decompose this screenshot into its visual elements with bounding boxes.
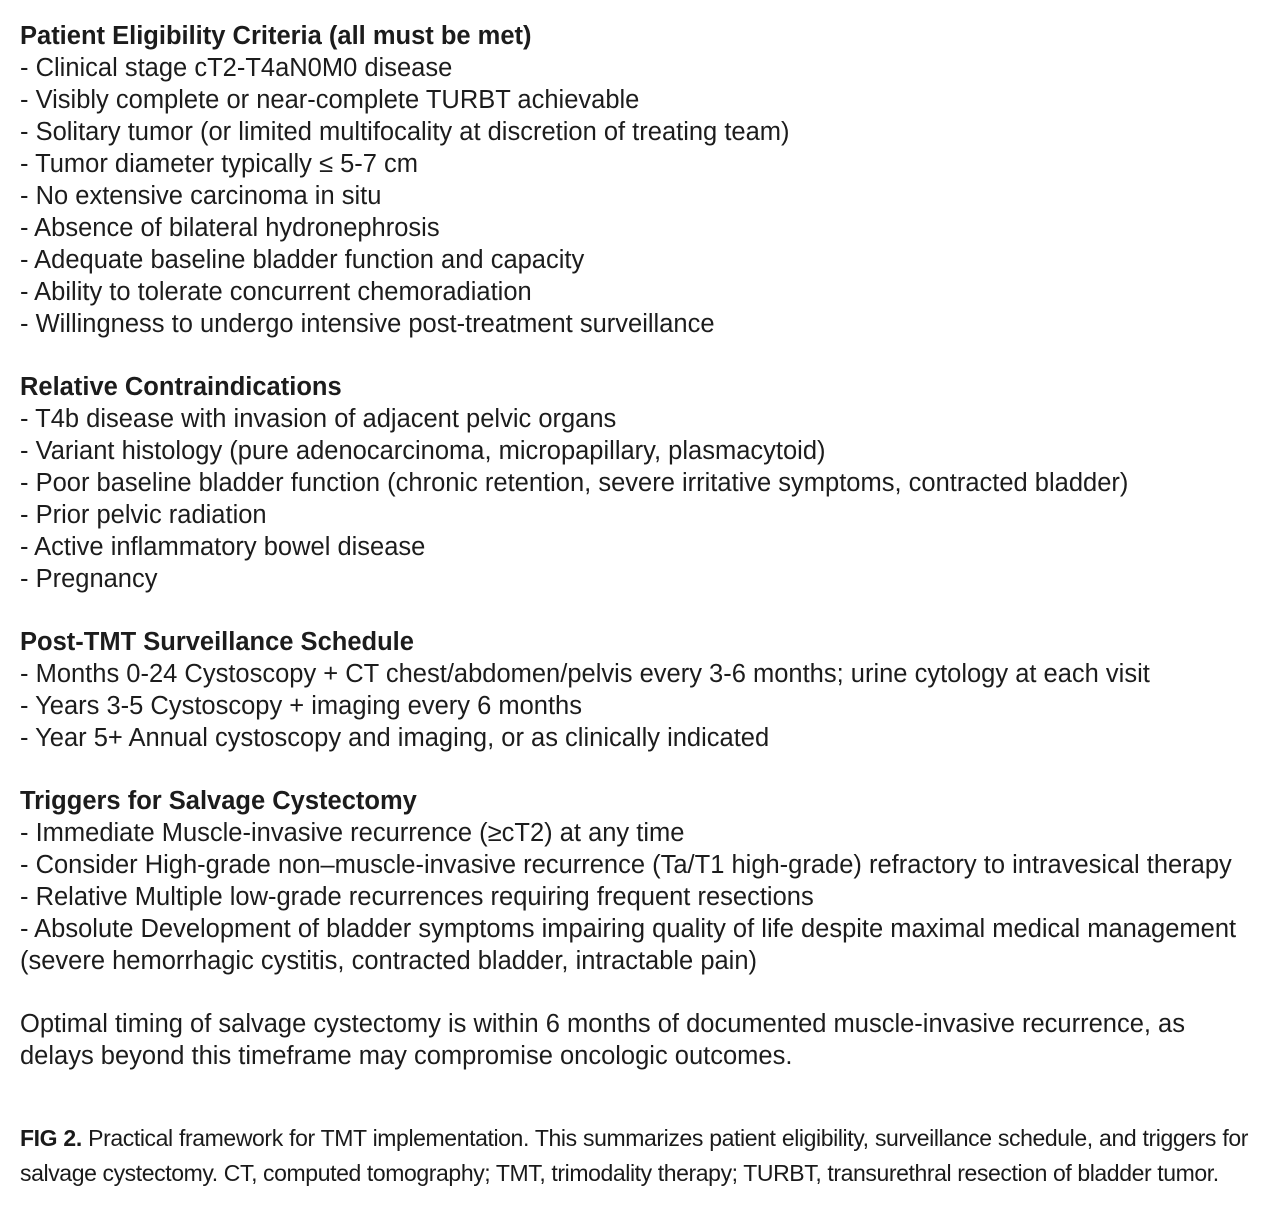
section-heading: Post-TMT Surveillance Schedule [20, 628, 414, 656]
list-item: - Absolute Development of bladder symptoms impairing quality of life despite maximal medical management (severe hemorrhagic cystitis, contracted bladder, intractable pain) [20, 915, 1237, 975]
list-item: - Immediate Muscle-invasive recurrence (≥cT2) at any time [20, 819, 685, 847]
list-item: - Active inflammatory bowel disease [20, 533, 426, 561]
list-item: - Poor baseline bladder function (chronic retention, severe irritative symptoms, contracted bladder) [20, 469, 1129, 497]
section-eligibility [20, 20, 1260, 340]
list-item: - Clinical stage cT2-T4aN0M0 disease [20, 54, 453, 82]
list-item: - Absence of bilateral hydronephrosis [20, 214, 440, 242]
section-heading: Patient Eligibility Criteria (all must be met) [20, 22, 532, 50]
section-heading: Relative Contraindications [20, 373, 342, 401]
list-item: - Years 3-5 Cystoscopy + imaging every 6 months [20, 692, 582, 720]
list-item: - Prior pelvic radiation [20, 501, 267, 529]
list-item: - Adequate baseline bladder function and capacity [20, 246, 585, 274]
list-item: - Year 5+ Annual cystoscopy and imaging, or as clinically indicated [20, 724, 770, 752]
list-item: - Variant histology (pure adenocarcinoma, micropapillary, plasmacytoid) [20, 437, 826, 465]
list-item: - No extensive carcinoma in situ [20, 182, 382, 210]
list-item: - Willingness to undergo intensive post-treatment surveillance [20, 310, 715, 338]
figure-label: FIG 2. [20, 1125, 82, 1151]
section-heading: Triggers for Salvage Cystectomy [20, 787, 417, 815]
list-item: - Tumor diameter typically ≤ 5-7 cm [20, 150, 419, 178]
section-salvage-triggers [20, 785, 1260, 977]
list-item: - Ability to tolerate concurrent chemoradiation [20, 278, 532, 306]
list-item: - Pregnancy [20, 565, 158, 593]
list-item: - Months 0-24 Cystoscopy + CT chest/abdomen/pelvis every 3-6 months; urine cytology at each visit [20, 660, 1150, 688]
figure-content [20, 20, 1260, 1072]
list-item: - Relative Multiple low-grade recurrences requiring frequent resections [20, 883, 814, 911]
section-contraindications [20, 371, 1260, 595]
section-surveillance [20, 626, 1260, 754]
caption-text: Practical framework for TMT implementation. This summarizes patient eligibility, surveillance schedule, and triggers for salvage cystectomy. CT, computed tomography; TMT, trimodality therapy; TURBT, transurethral resection of bladder tumor. [20, 1125, 1248, 1186]
figure-caption [20, 1121, 1248, 1191]
list-item: - Visibly complete or near-complete TURBT achievable [20, 86, 640, 114]
list-item: - Solitary tumor (or limited multifocality at discretion of treating team) [20, 118, 790, 146]
list-item: - Consider High-grade non–muscle-invasive recurrence (Ta/T1 high-grade) refractory to intravesical therapy [20, 851, 1232, 879]
list-item: - T4b disease with invasion of adjacent pelvic organs [20, 405, 617, 433]
timing-note: Optimal timing of salvage cystectomy is within 6 months of documented muscle-invasive recurrence, as delays beyond this timeframe may compromise oncologic outcomes. [20, 1010, 1185, 1070]
